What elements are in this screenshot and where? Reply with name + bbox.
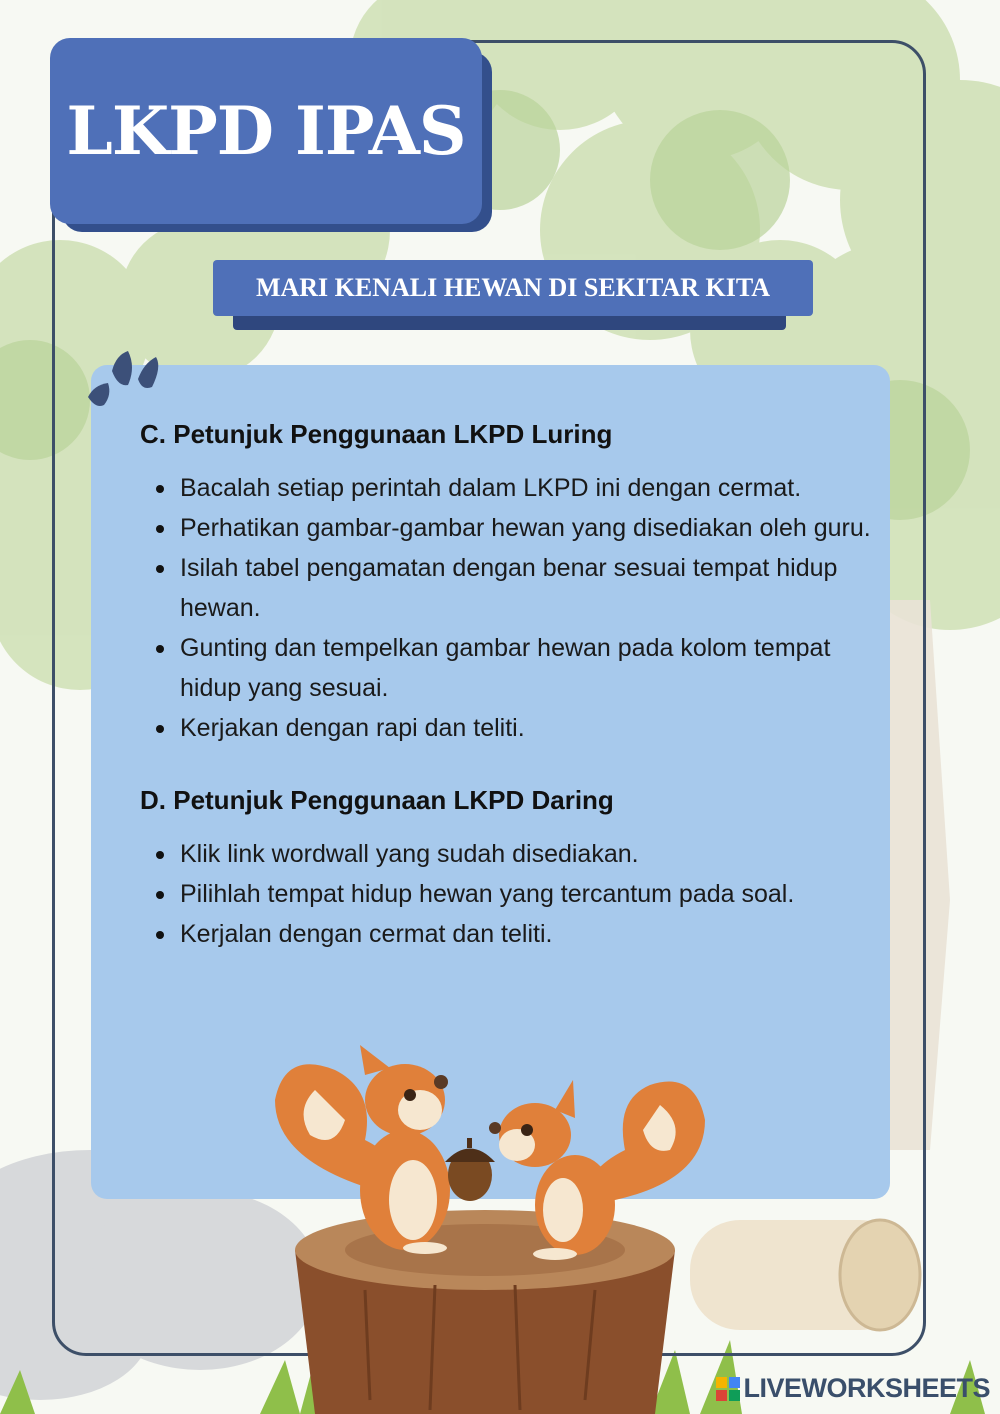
list-item: Klik link wordwall yang sudah disediakan.: [180, 834, 880, 874]
liveworksheets-logo-icon: [715, 1376, 741, 1402]
section-luring-list: [140, 468, 880, 748]
list-item: Kerjakan dengan rapi dan teliti.: [180, 708, 880, 748]
section-daring-title: D. Petunjuk Penggunaan LKPD Daring: [140, 785, 614, 815]
squirrels-illustration: [255, 1040, 715, 1414]
liveworksheets-watermark: [715, 1373, 990, 1404]
list-item: Gunting dan tempelkan gambar hewan pada kolom tempat hidup yang sesuai.: [180, 628, 880, 708]
section-daring-list: [140, 834, 880, 954]
section-luring-title: C. Petunjuk Penggunaan LKPD Luring: [140, 419, 613, 449]
list-item: Perhatikan gambar-gambar hewan yang disediakan oleh guru.: [180, 508, 880, 548]
sparkle-icon: [82, 345, 168, 415]
subtitle-banner: [213, 260, 813, 316]
list-item: Pilihlah tempat hidup hewan yang tercantum pada soal.: [180, 874, 880, 914]
page-subtitle: MARI KENALI HEWAN DI SEKITAR KITA: [255, 273, 771, 302]
title-banner: [50, 38, 482, 224]
list-item: Kerjalan dengan cermat dan teliti.: [180, 914, 880, 954]
list-item: Isilah tabel pengamatan dengan benar sesuai tempat hidup hewan.: [180, 548, 880, 628]
page-title: LKPD IPAS: [66, 92, 466, 170]
list-item: Bacalah setiap perintah dalam LKPD ini dengan cermat.: [180, 468, 880, 508]
watermark-text: LIVEWORKSHEETS: [743, 1373, 990, 1403]
instructions-content: [140, 414, 880, 954]
